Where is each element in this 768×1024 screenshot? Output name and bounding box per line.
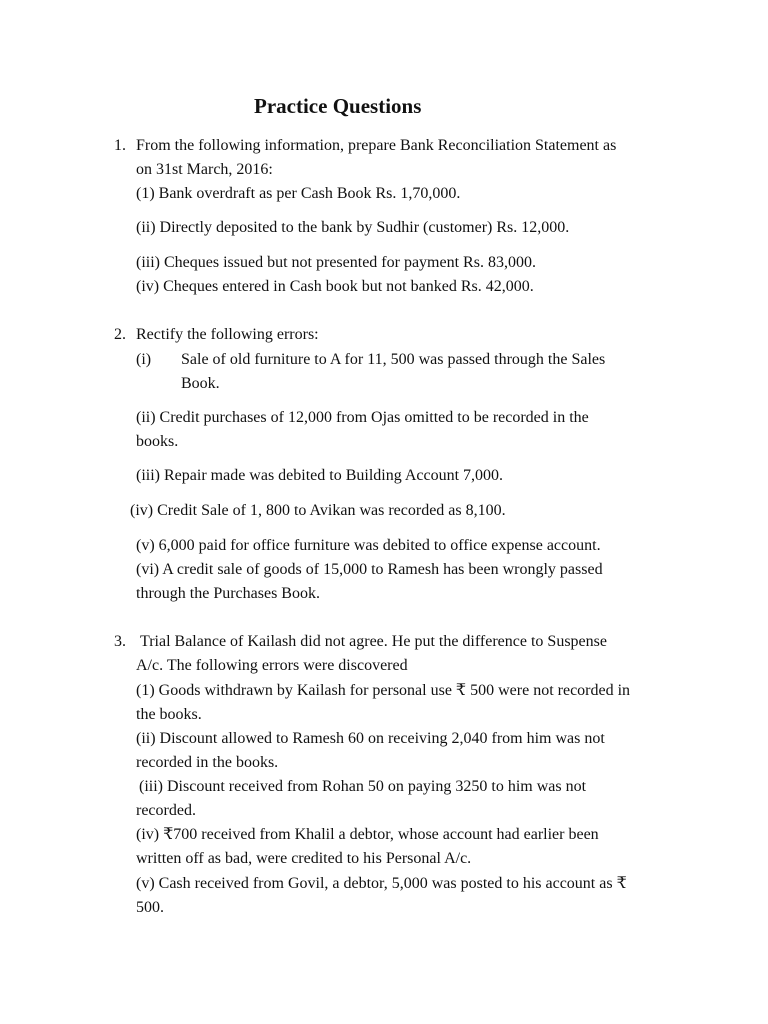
question-item: (iii) Discount received from Rohan 50 on paying 3250 to him was not (139, 778, 587, 795)
question-item: recorded. (136, 802, 196, 819)
question-item: (v) 6,000 paid for office furniture was debited to office expense account. (136, 537, 601, 554)
question-text-line: on 31st March, 2016: (136, 161, 273, 178)
question-item: (iv) Cheques entered in Cash book but not banked Rs. 42,000. (136, 278, 534, 295)
question-text-line: A/c. The following errors were discovered (136, 657, 408, 674)
question-item: (1) Bank overdraft as per Cash Book Rs. 1,70,000. (136, 185, 461, 202)
question-item: (iv) Credit Sale of 1, 800 to Avikan was recorded as 8,100. (130, 502, 506, 519)
question-number: 1. (114, 137, 126, 154)
question-item: (iii) Cheques issued but not presented for payment Rs. 83,000. (136, 254, 536, 271)
question-text-line: From the following information, prepare Bank Reconciliation Statement as (136, 137, 617, 154)
question-text-line: Rectify the following errors: (136, 326, 319, 343)
question-item: (ii) Credit purchases of 12,000 from Ojas omitted to be recorded in the (136, 409, 589, 426)
page-title: Practice Questions (254, 94, 422, 118)
question-item: Book. (181, 375, 220, 392)
question-item: (iii) Repair made was debited to Building Account 7,000. (136, 467, 504, 484)
question-item: recorded in the books. (136, 754, 279, 771)
question-item: books. (136, 433, 179, 450)
question-item: (ii) Discount allowed to Ramesh 60 on receiving 2,040 from him was not (136, 730, 605, 747)
question-item: (vi) A credit sale of goods of 15,000 to Ramesh has been wrongly passed (136, 561, 603, 578)
item-marker: (i) (136, 351, 152, 368)
question-item: (ii) Directly deposited to the bank by Sudhir (customer) Rs. 12,000. (136, 219, 570, 236)
question-item: 500. (136, 899, 164, 916)
question-item: (1) Goods withdrawn by Kailash for personal use ₹ 500 were not recorded in (136, 682, 631, 699)
question-item: (iv) ₹700 received from Khalil a debtor, whose account had earlier been (136, 826, 599, 843)
question-number: 3. (114, 633, 126, 650)
question-number: 2. (114, 326, 126, 343)
question-item: written off as bad, were credited to his Personal A/c. (136, 850, 472, 867)
question-text-line: Trial Balance of Kailash did not agree. He put the difference to Suspense (140, 633, 607, 650)
question-item: through the Purchases Book. (136, 585, 320, 602)
question-item: the books. (136, 706, 202, 723)
question-item: (v) Cash received from Govil, a debtor, 5,000 was posted to his account as ₹ (136, 875, 627, 892)
question-item: Sale of old furniture to A for 11, 500 was passed through the Sales (181, 351, 606, 368)
